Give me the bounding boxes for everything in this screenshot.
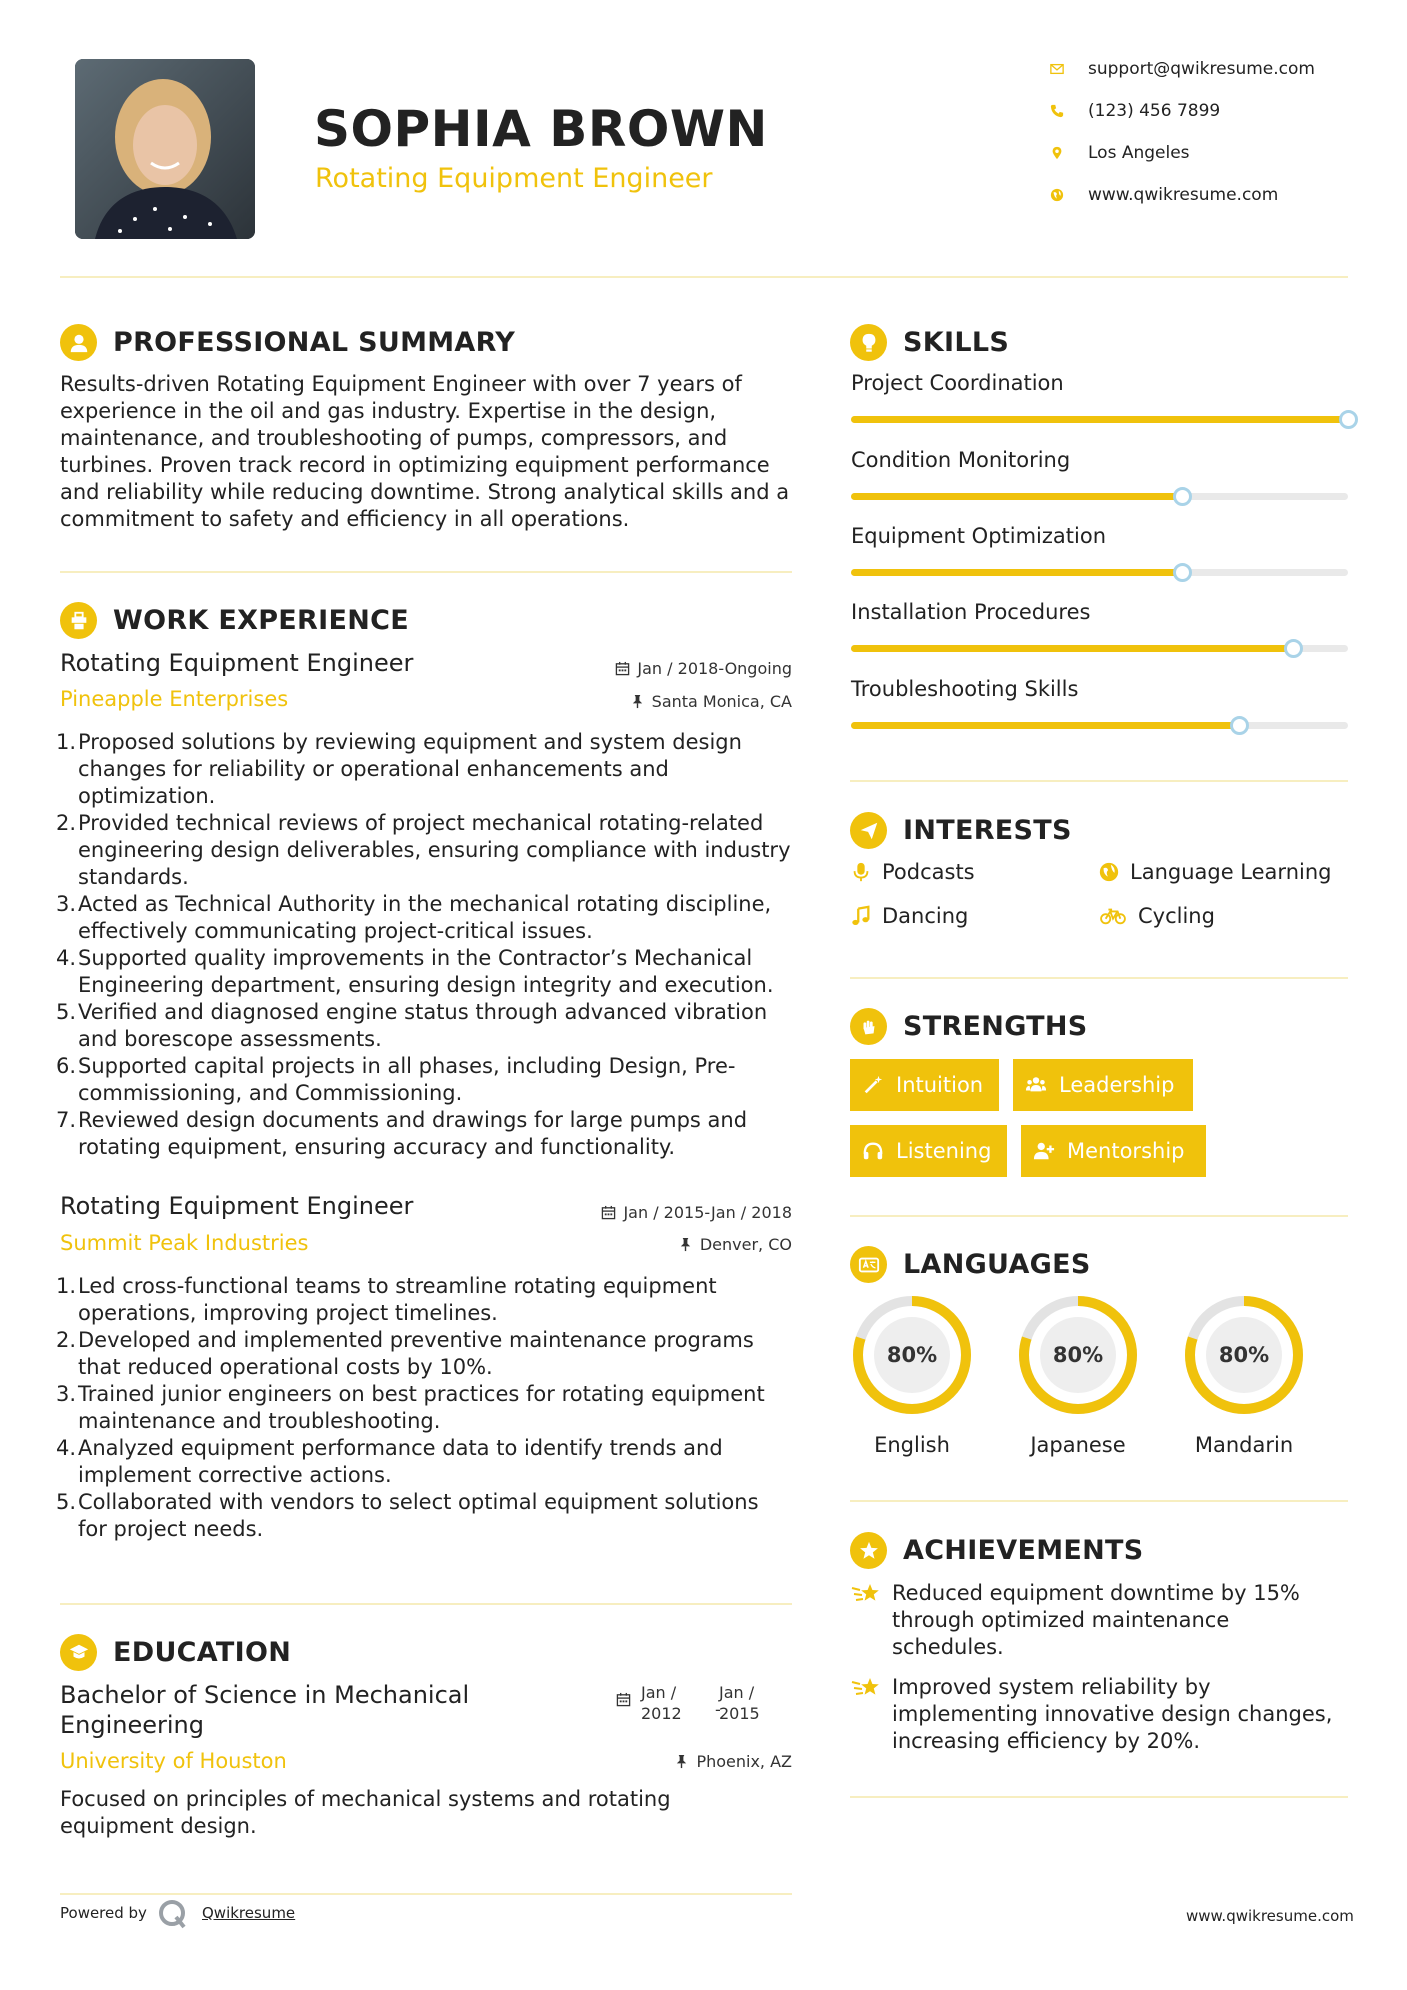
education-heading: [60, 1634, 291, 1671]
skills-divider: [850, 780, 1348, 782]
degree-line: Bachelor of Science in Mechanical: [60, 1681, 470, 1709]
skill-name: Equipment Optimization: [851, 524, 1107, 548]
skill-bar-fill: [851, 722, 1239, 729]
education-location-text: Phoenix, AZ: [696, 1752, 792, 1771]
skill-bar-fill: [851, 645, 1293, 652]
headphones-icon: [862, 1140, 884, 1162]
education-title: EDUCATION: [113, 1637, 292, 1668]
company-name: Summit Peak Industries: [60, 1231, 309, 1255]
contact-email-text: support@qwikresume.com: [1088, 59, 1315, 79]
contact-location: [1050, 143, 1350, 163]
education-end: Jan / 2015: [719, 1683, 760, 1723]
achievements-heading: [850, 1532, 1144, 1569]
degree-name: [60, 1680, 469, 1740]
strength-label: Intuition: [896, 1073, 984, 1097]
education-location: [540, 1752, 792, 1771]
contact-website[interactable]: [1050, 185, 1350, 205]
strengths-heading: [850, 1008, 1088, 1045]
strengths-title: STRENGTHS: [903, 1011, 1088, 1042]
interest-label: Dancing: [882, 904, 969, 928]
language-name: Japanese: [1030, 1433, 1126, 1457]
pushpin-icon: [678, 1237, 693, 1252]
raised-fist-icon: [850, 1008, 887, 1045]
magic-wand-icon: [862, 1074, 884, 1096]
globe-icon: [1050, 188, 1088, 202]
skill-bar: [851, 493, 1348, 500]
calendar-icon: [616, 1692, 631, 1707]
contact-website-text: www.qwikresume.com: [1088, 185, 1279, 205]
summary-text: [60, 371, 800, 533]
education-divider: [60, 1893, 792, 1895]
contact-location-text: Los Angeles: [1088, 143, 1190, 163]
list-item: 3. Acted as Technical Authority in the mechanical rotating discipline, effectively communicating project-critical issues.: [55, 892, 772, 943]
skill-bar: [851, 722, 1348, 729]
strength-tag: [1021, 1125, 1206, 1177]
summary-line: Results-driven Rotating Equipment Engineer with over 7 years of: [60, 372, 742, 396]
job-location-text: Denver, CO: [699, 1235, 792, 1254]
education-dates: [616, 1682, 792, 1726]
footer-website[interactable]: www.qwikresume.com: [1186, 1907, 1354, 1925]
skill-name: Condition Monitoring: [851, 448, 1071, 472]
interest-item: [850, 860, 975, 884]
skill-name: Project Coordination: [851, 371, 1064, 395]
strengths-divider: [850, 1215, 1348, 1217]
experience-divider: [60, 1603, 792, 1605]
language-icon: [850, 1246, 887, 1283]
calendar-icon: [601, 1205, 616, 1220]
skill-bar-fill: [851, 493, 1182, 500]
interest-item: [1098, 904, 1215, 928]
briefcase-icon: [60, 602, 97, 639]
strength-label: Mentorship: [1067, 1139, 1185, 1163]
job-bullets: [55, 729, 800, 1161]
strength-tag: [850, 1125, 1007, 1177]
education-date-sep: -: [715, 1700, 721, 1719]
interest-label: Podcasts: [882, 860, 975, 884]
interest-label: Cycling: [1138, 904, 1215, 928]
list-item: 1. Led cross-functional teams to streamline rotating equipment operations, improving project timelines.: [55, 1274, 717, 1325]
list-item: 2. Developed and implemented preventive maintenance programs that reduced operational costs by 10%.: [55, 1328, 754, 1379]
candidate-name: SOPHIA BROWN: [314, 100, 768, 158]
users-icon: [1025, 1074, 1047, 1096]
experience-heading: [60, 602, 409, 639]
graduate-icon: [60, 1634, 97, 1671]
skills-heading: [850, 324, 1009, 361]
achievement-item: Improved system reliability by implementing innovative design changes, increasing efficiency by 20%.: [850, 1674, 1350, 1755]
pushpin-icon: [674, 1754, 689, 1769]
skill-bar-handle: [1339, 410, 1358, 429]
list-item: 7. Reviewed design documents and drawings for large pumps and rotating equipment, ensuring accuracy and functionality.: [55, 1108, 748, 1159]
skill-bar-fill: [851, 569, 1182, 576]
qwikresume-logo-icon: [156, 1897, 190, 1931]
list-item: 4. Analyzed equipment performance data to identify trends and implement corrective actions.: [55, 1436, 723, 1487]
list-item: 6. Supported capital projects in all phases, including Design, Pre- commissioning, and Commissioning.: [55, 1054, 736, 1105]
microphone-icon: [850, 861, 872, 883]
map-pin-icon: [1050, 146, 1088, 160]
education-description: Focused on principles of mechanical systems and rotating equipment design.: [60, 1787, 671, 1838]
job-dates: [540, 659, 792, 678]
language-percent: 80%: [1052, 1343, 1104, 1367]
list-item: 5. Verified and diagnosed engine status through advanced vibration and borescope assessments.: [55, 1000, 768, 1051]
summary-heading: [60, 324, 515, 361]
calendar-icon: [615, 661, 630, 676]
music-note-icon: [850, 905, 872, 927]
job-location-text: Santa Monica, CA: [651, 692, 792, 711]
skill-bar-handle: [1173, 487, 1192, 506]
strength-tag: [1013, 1059, 1193, 1111]
pushpin-icon: [630, 694, 645, 709]
list-item: 1. Proposed solutions by reviewing equipment and system design changes for reliability or operational enhancements and optimization.: [55, 730, 742, 808]
company-name: Pineapple Enterprises: [60, 687, 289, 711]
language-item: [1016, 1293, 1140, 1457]
skill-bar-fill: [851, 416, 1348, 423]
globe-icon: [1098, 861, 1120, 883]
language-name: English: [874, 1433, 950, 1457]
experience-title: WORK EXPERIENCE: [113, 605, 409, 636]
user-plus-icon: [1033, 1140, 1055, 1162]
shooting-star-icon: [850, 1578, 882, 1610]
shooting-star-icon: [850, 1672, 882, 1704]
header-divider: [60, 276, 1348, 278]
powered-by-label: Powered by: [60, 1904, 147, 1922]
skill-bar-handle: [1173, 563, 1192, 582]
summary-line: experience in the oil and gas industry. Expertise in the design,: [60, 399, 717, 423]
achievement-item: Reduced equipment downtime by 15% through optimized maintenance schedules.: [850, 1580, 1350, 1661]
interest-item: [1098, 860, 1331, 884]
skill-name: Troubleshooting Skills: [851, 677, 1079, 701]
summary-title: PROFESSIONAL SUMMARY: [113, 327, 516, 358]
language-percent: 80%: [1218, 1343, 1270, 1367]
language-item: [850, 1293, 974, 1457]
contact-phone-text: (123) 456 7899: [1088, 101, 1221, 121]
strength-label: Leadership: [1059, 1073, 1175, 1097]
summary-line: and reliability while reducing downtime. Strong analytical skills and a: [60, 480, 790, 504]
paper-plane-icon: [850, 812, 887, 849]
summary-divider: [60, 571, 792, 573]
skill-bar-handle: [1284, 639, 1303, 658]
skill-name: Installation Procedures: [851, 600, 1091, 624]
achievements-divider: [850, 1796, 1348, 1798]
language-item: [1182, 1293, 1306, 1457]
star-icon: [850, 1532, 887, 1569]
job-bullets: [55, 1273, 800, 1543]
list-item: 5. Collaborated with vendors to select optimal equipment solutions for project needs.: [55, 1490, 759, 1541]
languages-heading: [850, 1246, 1091, 1283]
phone-icon: [1050, 104, 1088, 118]
degree-line: Engineering: [60, 1711, 204, 1739]
interests-heading: [850, 812, 1072, 849]
skill-bar: [851, 645, 1348, 652]
skill-bar-handle: [1230, 716, 1249, 735]
school-name: University of Houston: [60, 1749, 287, 1773]
language-percent: 80%: [886, 1343, 938, 1367]
summary-line: commitment to safety and efficiency in all operations.: [60, 507, 630, 531]
contact-email[interactable]: [1050, 59, 1350, 79]
job-dates-text: Jan / 2018-Ongoing: [637, 659, 792, 678]
job-location: [540, 1235, 792, 1254]
strength-tag: [850, 1059, 999, 1111]
job-dates: [540, 1203, 792, 1222]
job-title: Rotating Equipment Engineer: [60, 1192, 414, 1220]
strength-label: Listening: [896, 1139, 992, 1163]
profile-photo: [75, 59, 255, 239]
languages-title: LANGUAGES: [903, 1249, 1091, 1280]
list-item: 4. Supported quality improvements in the Contractor’s Mechanical Engineering department, ensuring design integrity and execution.: [55, 946, 774, 997]
skills-title: SKILLS: [903, 327, 1010, 358]
user-icon: [60, 324, 97, 361]
interests-title: INTERESTS: [903, 815, 1072, 846]
summary-line: turbines. Proven track record in optimizing equipment performance: [60, 453, 770, 477]
list-item: 2. Provided technical reviews of project mechanical rotating-related engineering design deliverables, ensuring compliance with industry standards.: [55, 811, 791, 889]
qwikresume-link[interactable]: Qwikresume: [202, 1904, 296, 1922]
skill-bar: [851, 416, 1348, 423]
list-item: 3. Trained junior engineers on best practices for rotating equipment maintenance and troubleshooting.: [55, 1382, 765, 1433]
skill-bar: [851, 569, 1348, 576]
interests-divider: [850, 977, 1348, 979]
interest-label: Language Learning: [1130, 860, 1332, 884]
interest-item: [850, 904, 968, 928]
achievements-title: ACHIEVEMENTS: [903, 1535, 1144, 1566]
lightbulb-icon: [850, 324, 887, 361]
envelope-icon: [1050, 62, 1088, 76]
job-location: [540, 692, 792, 711]
language-name: Mandarin: [1194, 1433, 1294, 1457]
job-dates-text: Jan / 2015-Jan / 2018: [623, 1203, 792, 1222]
education-start: Jan / 2012: [641, 1683, 682, 1723]
job-title: Rotating Equipment Engineer: [60, 649, 414, 677]
summary-line: maintenance, and troubleshooting of pumps, compressors, and: [60, 426, 728, 450]
contact-phone[interactable]: [1050, 101, 1350, 121]
languages-divider: [850, 1500, 1348, 1502]
bicycle-icon: [1098, 905, 1128, 927]
candidate-role: Rotating Equipment Engineer: [315, 163, 713, 194]
